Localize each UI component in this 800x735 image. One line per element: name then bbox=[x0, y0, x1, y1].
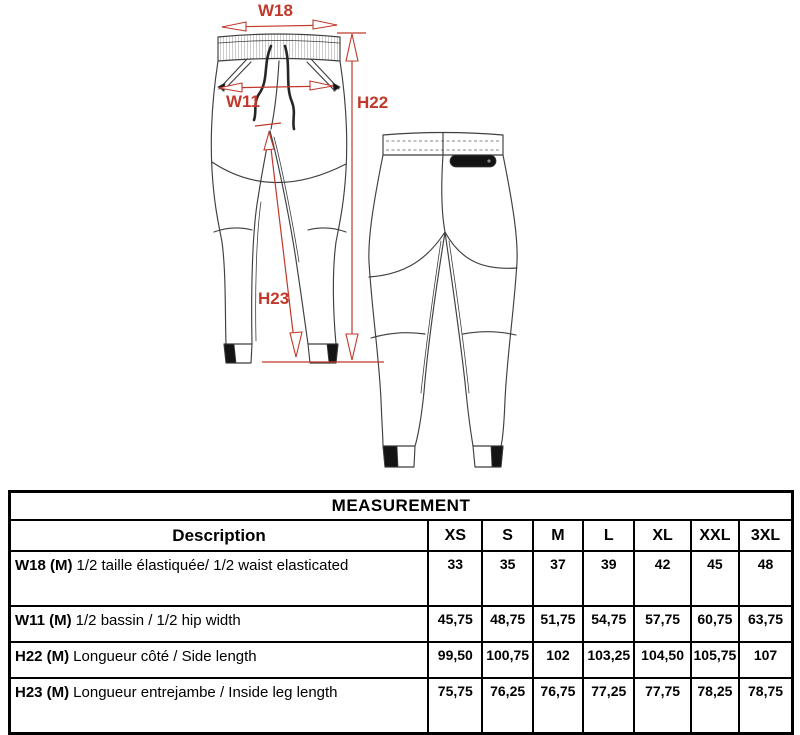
value-cell: 75,75 bbox=[428, 678, 482, 734]
arrowhead-down bbox=[346, 334, 358, 360]
desc-cell bbox=[10, 551, 429, 606]
value-cell: 35 bbox=[482, 551, 532, 606]
value-cell: 76,25 bbox=[482, 678, 532, 734]
value-cell: 60,75 bbox=[691, 606, 739, 642]
desc-cell bbox=[10, 606, 429, 642]
pocket-bartack-right bbox=[333, 83, 340, 91]
back-yoke-seams bbox=[369, 232, 517, 277]
w11-label: W11 bbox=[226, 92, 261, 111]
value-cell: 37 bbox=[533, 551, 583, 606]
arrowhead-right bbox=[310, 81, 333, 90]
col-header-l: L bbox=[583, 520, 634, 551]
value-cell: 76,75 bbox=[533, 678, 583, 734]
measure-desc: 1/2 bassin / 1/2 hip width bbox=[75, 612, 241, 629]
arrowhead-up bbox=[346, 34, 358, 61]
front-view-drawing bbox=[211, 34, 347, 363]
col-header-xs: XS bbox=[428, 520, 482, 551]
col-header-3xl: 3XL bbox=[739, 520, 792, 551]
desc-cell bbox=[10, 642, 429, 678]
measure-code: W11 (M) bbox=[15, 612, 72, 629]
value-cell: 63,75 bbox=[739, 606, 792, 642]
value-cell: 78,25 bbox=[691, 678, 739, 734]
value-cell: 54,75 bbox=[583, 606, 634, 642]
w18-dimension bbox=[222, 1, 337, 31]
col-header-description: Description bbox=[10, 520, 429, 551]
back-view-drawing bbox=[369, 133, 517, 468]
table-row-w11 bbox=[10, 606, 793, 642]
zip-pull bbox=[487, 159, 490, 162]
arrowhead-left bbox=[222, 22, 246, 31]
table-row-w18 bbox=[10, 551, 793, 606]
measure-code: W18 (M) bbox=[15, 557, 73, 574]
value-cell: 107 bbox=[739, 642, 792, 678]
h22-label: H22 bbox=[357, 93, 389, 112]
measure-code: H22 (M) bbox=[15, 648, 70, 665]
col-header-m: M bbox=[533, 520, 583, 551]
value-cell: 42 bbox=[634, 551, 690, 606]
value-cell: 48,75 bbox=[482, 606, 532, 642]
measurement-table bbox=[8, 490, 794, 735]
h22-dimension bbox=[337, 33, 388, 360]
desc-cell bbox=[10, 678, 429, 734]
value-cell: 99,50 bbox=[428, 642, 482, 678]
value-cell: 57,75 bbox=[634, 606, 690, 642]
arrowhead-right bbox=[313, 20, 337, 29]
value-cell: 105,75 bbox=[691, 642, 739, 678]
arrowhead-down bbox=[290, 332, 302, 357]
measure-desc: Longueur entrejambe / Inside leg length bbox=[73, 684, 338, 701]
column-header-row bbox=[10, 520, 793, 551]
measure-desc: Longueur côté / Side length bbox=[73, 648, 257, 665]
w18-label: W18 bbox=[258, 1, 293, 20]
value-cell: 39 bbox=[583, 551, 634, 606]
front-waistband bbox=[218, 34, 340, 61]
measure-code: H23 (M) bbox=[15, 684, 70, 701]
table-row-h22 bbox=[10, 642, 793, 678]
value-cell: 51,75 bbox=[533, 606, 583, 642]
value-cell: 77,75 bbox=[634, 678, 690, 734]
value-cell: 100,75 bbox=[482, 642, 532, 678]
col-header-xxl: XXL bbox=[691, 520, 739, 551]
col-header-s: S bbox=[482, 520, 532, 551]
col-header-xl: XL bbox=[634, 520, 690, 551]
table-title: MEASUREMENT bbox=[10, 492, 793, 521]
h23-label: H23 bbox=[258, 289, 290, 308]
measure-desc: 1/2 taille élastiquée/ 1/2 waist elasticated bbox=[76, 557, 349, 574]
value-cell: 77,25 bbox=[583, 678, 634, 734]
back-body-outline bbox=[369, 133, 517, 446]
back-knee-seams bbox=[371, 332, 516, 338]
value-cell: 48 bbox=[739, 551, 792, 606]
table-row-h23 bbox=[10, 678, 793, 734]
value-cell: 104,50 bbox=[634, 642, 690, 678]
value-cell: 33 bbox=[428, 551, 482, 606]
value-cell: 45,75 bbox=[428, 606, 482, 642]
value-cell: 103,25 bbox=[583, 642, 634, 678]
value-cell: 102 bbox=[533, 642, 583, 678]
front-yoke-seam bbox=[212, 162, 346, 183]
value-cell: 78,75 bbox=[739, 678, 792, 734]
value-cell: 45 bbox=[691, 551, 739, 606]
